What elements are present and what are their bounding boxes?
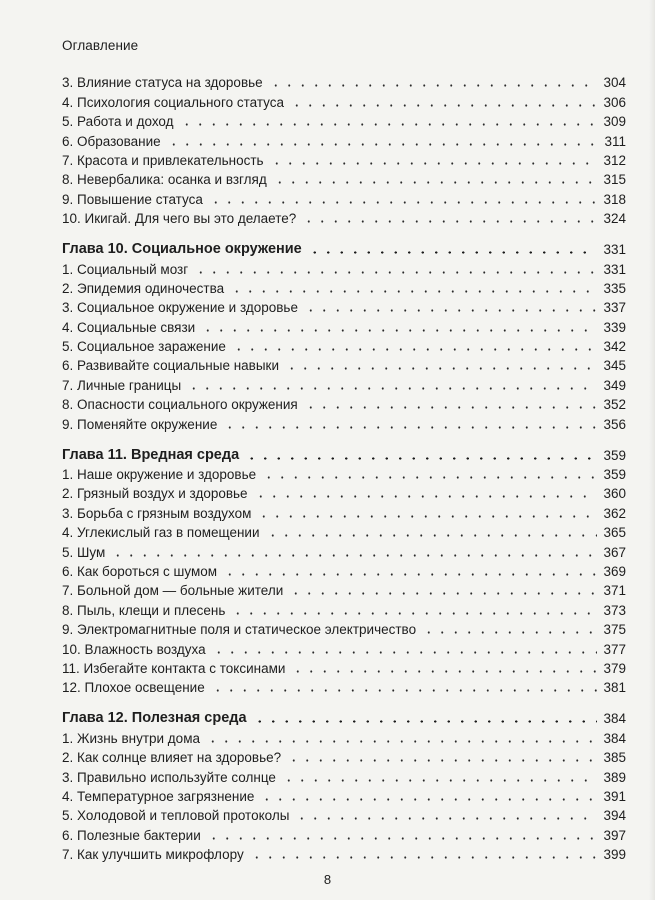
page-ref: 360 — [603, 486, 626, 502]
dot-leader — [260, 798, 597, 801]
dot-leader — [231, 612, 597, 615]
page-ref: 311 — [604, 133, 626, 149]
chapter-title: Глава 11. Вредная среда — [62, 446, 240, 463]
section-title: 4. Психология социального статуса — [62, 94, 285, 110]
chapter-title: Глава 10. Социальное окружение — [62, 241, 302, 258]
toc-section-entry — [62, 464, 626, 483]
page-ref: 391 — [603, 788, 626, 804]
toc-section-entry — [62, 355, 626, 374]
page-ref: 381 — [603, 680, 626, 696]
section-title: 3. Борьба с грязным воздухом — [62, 505, 252, 521]
section-title: 6. Полезные бактерии — [62, 827, 201, 843]
toc-section-entry — [62, 844, 626, 863]
dot-leader — [290, 104, 597, 107]
section-title: 7. Как улучшить микрофлору — [62, 847, 244, 863]
dot-leader — [262, 476, 597, 479]
page-ref: 337 — [603, 300, 626, 316]
section-title: 9. Повышение статуса — [62, 191, 203, 207]
toc-section-entry — [62, 541, 626, 560]
dot-leader — [304, 406, 598, 409]
page-ref: 306 — [603, 94, 626, 110]
section-title: 1. Жизнь внутри дома — [62, 730, 200, 746]
dot-leader — [167, 143, 598, 146]
toc-section-entry — [62, 522, 626, 541]
section-title: 10. Икигай. Для чего вы это делаете? — [62, 211, 297, 227]
page-ref: 304 — [603, 75, 626, 91]
dot-leader — [207, 837, 598, 840]
toc-section-entry — [62, 677, 626, 696]
page-ref: 365 — [603, 525, 626, 541]
page-ref: 385 — [603, 750, 626, 766]
dot-leader — [291, 670, 597, 673]
toc-section-entry — [62, 169, 626, 188]
section-title: 1. Социальный мозг — [62, 261, 189, 277]
dot-leader — [187, 387, 597, 390]
dot-leader — [245, 457, 597, 460]
dot-leader — [206, 740, 597, 743]
page-ref: 359 — [603, 447, 626, 463]
dot-leader — [302, 220, 597, 223]
section-title: 2. Эпидемия одиночества — [62, 280, 225, 296]
toc-section-entry — [62, 258, 626, 277]
dot-leader — [270, 162, 598, 165]
dot-leader — [304, 309, 598, 312]
toc-section-entry — [62, 727, 626, 746]
page-ref: 399 — [603, 847, 626, 863]
section-title: 4. Температурное загрязнение — [62, 788, 255, 804]
page-ref: 342 — [603, 339, 626, 355]
dot-leader — [289, 592, 597, 595]
dot-leader — [254, 495, 598, 498]
page-ref: 371 — [603, 583, 626, 599]
page-ref: 397 — [603, 827, 626, 843]
section-title: 5. Работа и доход — [62, 114, 174, 130]
toc-chapter-entry — [62, 236, 626, 258]
section-title: 5. Социальное заражение — [62, 339, 226, 355]
toc-section-entry — [62, 278, 626, 297]
chapter-title: Глава 12. Полезная среда — [62, 710, 247, 727]
dot-leader — [111, 554, 597, 557]
table-of-contents — [62, 72, 626, 863]
page-ref: 369 — [603, 563, 626, 579]
dot-leader — [282, 779, 598, 782]
dot-leader — [308, 251, 598, 254]
page-ref: 312 — [603, 152, 626, 168]
toc-section-entry — [62, 72, 626, 91]
page-ref: 389 — [603, 769, 626, 785]
page-ref: 335 — [603, 280, 626, 296]
page-ref: 331 — [603, 242, 626, 258]
page-ref: 349 — [603, 377, 626, 393]
toc-chapter-entry — [62, 442, 626, 464]
toc-section-entry — [62, 394, 626, 413]
section-title: 2. Как солнце влияет на здоровье? — [62, 750, 282, 766]
page-ref: 367 — [603, 544, 626, 560]
dot-leader — [422, 631, 597, 634]
page-ref: 362 — [603, 505, 626, 521]
section-title: 7. Красота и привлекательность — [62, 152, 264, 168]
section-title: 6. Образование — [62, 133, 161, 149]
toc-section-entry — [62, 208, 626, 227]
toc-section-entry — [62, 619, 626, 638]
section-title: 7. Больной дом — больные жители — [62, 583, 284, 599]
page-ref: 352 — [603, 397, 626, 413]
toc-section-entry — [62, 599, 626, 618]
toc-section-entry — [62, 413, 626, 432]
toc-section-entry — [62, 150, 626, 169]
section-title: 7. Личные границы — [62, 377, 182, 393]
section-title: 11. Избегайте контакта с токсинами — [62, 660, 286, 676]
toc-section-entry — [62, 374, 626, 393]
toc-section-entry — [62, 580, 626, 599]
toc-section-entry — [62, 747, 626, 766]
section-title: 10. Влажность воздуха — [62, 641, 206, 657]
page-ref: 359 — [603, 467, 626, 483]
section-title: 9. Электромагнитные поля и статическое электричество — [62, 622, 417, 638]
dot-leader — [253, 720, 598, 723]
toc-section-entry — [62, 316, 626, 335]
page-ref: 331 — [603, 261, 626, 277]
page-ref: 309 — [603, 114, 626, 130]
toc-section-entry — [62, 502, 626, 521]
dot-leader — [209, 201, 598, 204]
dot-leader — [180, 123, 598, 126]
section-title: 4. Углекислый газ в помещении — [62, 525, 260, 541]
toc-section-entry — [62, 824, 626, 843]
toc-section-entry — [62, 561, 626, 580]
dot-leader — [266, 534, 598, 537]
page-ref: 373 — [603, 602, 626, 618]
section-title: 9. Поменяйте окружение — [62, 416, 218, 432]
toc-chapter-entry — [62, 705, 626, 727]
section-title: 3. Социальное окружение и здоровье — [62, 300, 298, 316]
toc-section-entry — [62, 786, 626, 805]
page-ref: 318 — [603, 191, 626, 207]
section-title: 3. Влияние статуса на здоровье — [62, 75, 263, 91]
dot-leader — [223, 426, 597, 429]
dot-leader — [285, 367, 597, 370]
dot-leader — [273, 181, 598, 184]
dot-leader — [257, 515, 597, 518]
dot-leader — [295, 817, 597, 820]
section-title: 1. Наше окружение и здоровье — [62, 467, 257, 483]
page-ref: 339 — [603, 319, 626, 335]
page-ref: 377 — [603, 641, 626, 657]
toc-section-entry — [62, 658, 626, 677]
toc-section-entry — [62, 766, 626, 785]
dot-leader — [232, 348, 598, 351]
dot-leader — [194, 271, 597, 274]
toc-section-entry — [62, 297, 626, 316]
toc-section-entry — [62, 188, 626, 207]
section-title: 12. Плохое освещение — [62, 680, 205, 696]
section-title: 5. Холодовой и тепловой протоколы — [62, 808, 290, 824]
dot-leader — [250, 856, 598, 859]
page-ref: 394 — [603, 808, 626, 824]
section-title: 5. Шум — [62, 544, 106, 560]
page-ref: 375 — [603, 622, 626, 638]
page-edge-shadow — [649, 0, 655, 900]
toc-section-entry — [62, 805, 626, 824]
running-head: Оглавление — [62, 38, 139, 53]
toc-section-entry — [62, 483, 626, 502]
dot-leader — [223, 573, 597, 576]
page-ref: 384 — [603, 730, 626, 746]
section-title: 2. Грязный воздух и здоровье — [62, 486, 248, 502]
page-ref: 324 — [603, 211, 626, 227]
toc-section-entry — [62, 111, 626, 130]
section-title: 4. Социальные связи — [62, 319, 196, 335]
dot-leader — [230, 290, 597, 293]
section-title: 8. Пыль, клещи и плесень — [62, 602, 226, 618]
dot-leader — [269, 84, 598, 87]
toc-section-entry — [62, 91, 626, 110]
page-ref: 379 — [603, 660, 626, 676]
page-number: 8 — [323, 872, 332, 887]
section-title: 8. Невербалика: осанка и взгляд — [62, 172, 267, 188]
dot-leader — [287, 759, 597, 762]
page-ref: 315 — [603, 172, 626, 188]
section-title: 6. Как бороться с шумом — [62, 563, 218, 579]
section-title: 8. Опасности социального окружения — [62, 397, 298, 413]
toc-section-entry — [62, 130, 626, 149]
page-ref: 384 — [603, 711, 626, 727]
toc-section-entry — [62, 336, 626, 355]
page-ref: 345 — [603, 358, 626, 374]
dot-leader — [211, 689, 598, 692]
section-title: 6. Развивайте социальные навыки — [62, 358, 279, 374]
dot-leader — [212, 651, 598, 654]
section-title: 3. Правильно используйте солнце — [62, 769, 276, 785]
dot-leader — [201, 329, 597, 332]
toc-section-entry — [62, 638, 626, 657]
page-ref: 356 — [603, 416, 626, 432]
